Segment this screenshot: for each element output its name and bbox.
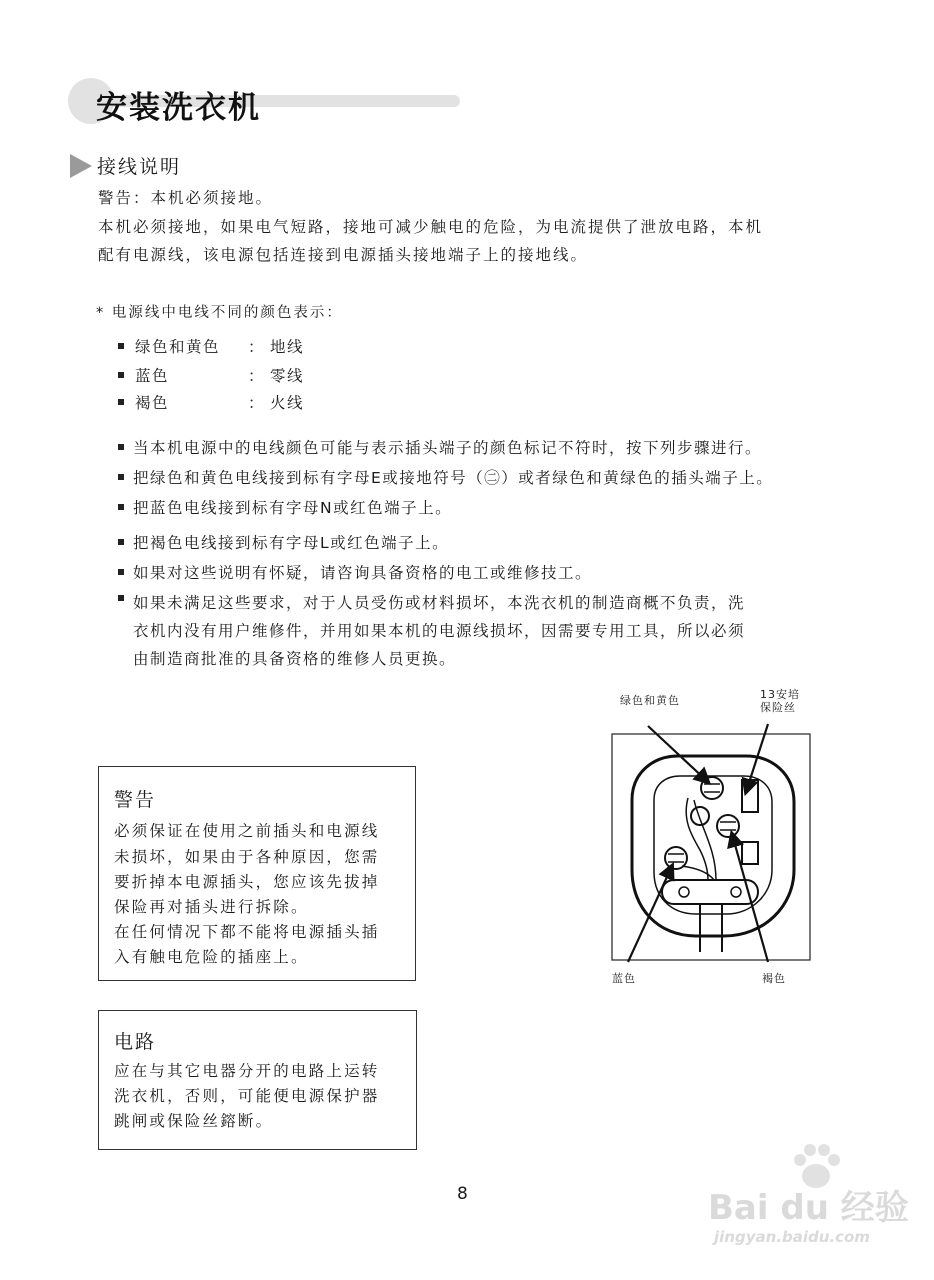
color-meaning: 火线 [270, 394, 305, 412]
circuit-box-line: 洗衣机，否则，可能便电源保护器 [114, 1087, 380, 1105]
page-title-bar [68, 78, 460, 124]
color-sep: ： [248, 367, 266, 385]
intro-line: 配有电源线，该电源包括连接到电源插头接地端子上的接地线。 [98, 246, 589, 264]
bullet-icon [118, 595, 124, 601]
bullet-icon [118, 372, 124, 378]
instruction-item: 当本机电源中的电线颜色可能与表示插头端子的颜色标记不符时，按下列步骤进行。 [133, 439, 763, 457]
bullet-icon [118, 399, 124, 405]
diagram-label-fuse: 13安培 [760, 688, 800, 701]
warning-box-line: 未损坏，如果由于各种原因，您需 [114, 848, 380, 866]
instruction-item: 把绿色和黄色电线接到标有字母E或接地符号（㊁）或者绿色和黄绿色的插头端子上。 [133, 469, 774, 487]
plug-wiring-diagram [596, 680, 826, 990]
color-note: * 电源线中电线不同的颜色表示： [96, 305, 343, 321]
diagram-label-fuse: 保险丝 [760, 701, 796, 714]
color-name: 褐色 [135, 394, 170, 412]
bullet-icon [118, 343, 124, 349]
warning-box-line: 要折掉本电源插头，您应该先拔掉 [114, 873, 380, 891]
color-sep: ： [248, 338, 266, 356]
diagram-label-brown: 褐色 [762, 972, 786, 985]
color-sep: ： [248, 394, 266, 412]
circuit-box-line: 跳闸或保险丝鎔断。 [114, 1112, 274, 1130]
circuit-box [98, 1010, 417, 1150]
warning-box-line: 保险再对插头进行拆除。 [114, 898, 309, 916]
warning-box-line: 必须保证在使用之前插头和电源线 [114, 822, 380, 840]
instruction-item: 把蓝色电线接到标有字母N或红色端子上。 [133, 499, 453, 517]
warning-box-line: 入有触电危险的插座上。 [114, 948, 309, 966]
liability-line: 如果未满足这些要求，对于人员受伤或材料损坏，本洗衣机的制造商概不负责，洗 [133, 594, 746, 612]
warning-line: 警告：本机必须接地。 [98, 189, 274, 207]
liability-line: 衣机内没有用户维修件，并用如果本机的电源线损坏，因需要专用工具，所以必须 [133, 622, 746, 640]
instruction-item: 把褐色电线接到标有字母L或红色端子上。 [133, 534, 450, 552]
color-meaning: 地线 [270, 338, 305, 356]
diagram-label-blue: 蓝色 [612, 972, 636, 985]
intro-line: 本机必须接地，如果电气短路，接地可减少触电的危险，为电流提供了泄放电路，本机 [98, 218, 764, 236]
bullet-icon [118, 539, 124, 545]
circuit-box-title: 电路 [114, 1031, 157, 1053]
color-name: 蓝色 [135, 367, 170, 385]
warning-box-title: 警告 [114, 789, 157, 811]
bullet-icon [118, 444, 124, 450]
watermark-brand: Bai du 经验 [708, 1188, 909, 1228]
bullet-icon [118, 569, 124, 575]
warning-box-line: 在任何情况下都不能将电源插头插 [114, 923, 380, 941]
bullet-icon [118, 504, 124, 510]
liability-line: 由制造商批准的具备资格的维修人员更换。 [133, 650, 457, 668]
section-arrow-icon [70, 154, 92, 178]
bullet-icon [118, 474, 124, 480]
plug-drawing [596, 680, 826, 990]
diagram-label-green-yellow: 绿色和黄色 [620, 694, 680, 707]
baidu-watermark [708, 1140, 909, 1260]
section-title: 接线说明 [97, 156, 182, 178]
watermark-url: jingyan.baidu.com [714, 1228, 870, 1246]
circuit-box-line: 应在与其它电器分开的电路上运转 [114, 1062, 380, 1080]
color-meaning: 零线 [270, 367, 305, 385]
page-title: 安装洗衣机 [96, 90, 261, 126]
warning-box [98, 766, 416, 981]
instruction-item: 如果对这些说明有怀疑，请咨询具备资格的电工或维修技工。 [133, 564, 593, 582]
page-number: 8 [457, 1184, 468, 1204]
color-name: 绿色和黄色 [135, 338, 221, 356]
